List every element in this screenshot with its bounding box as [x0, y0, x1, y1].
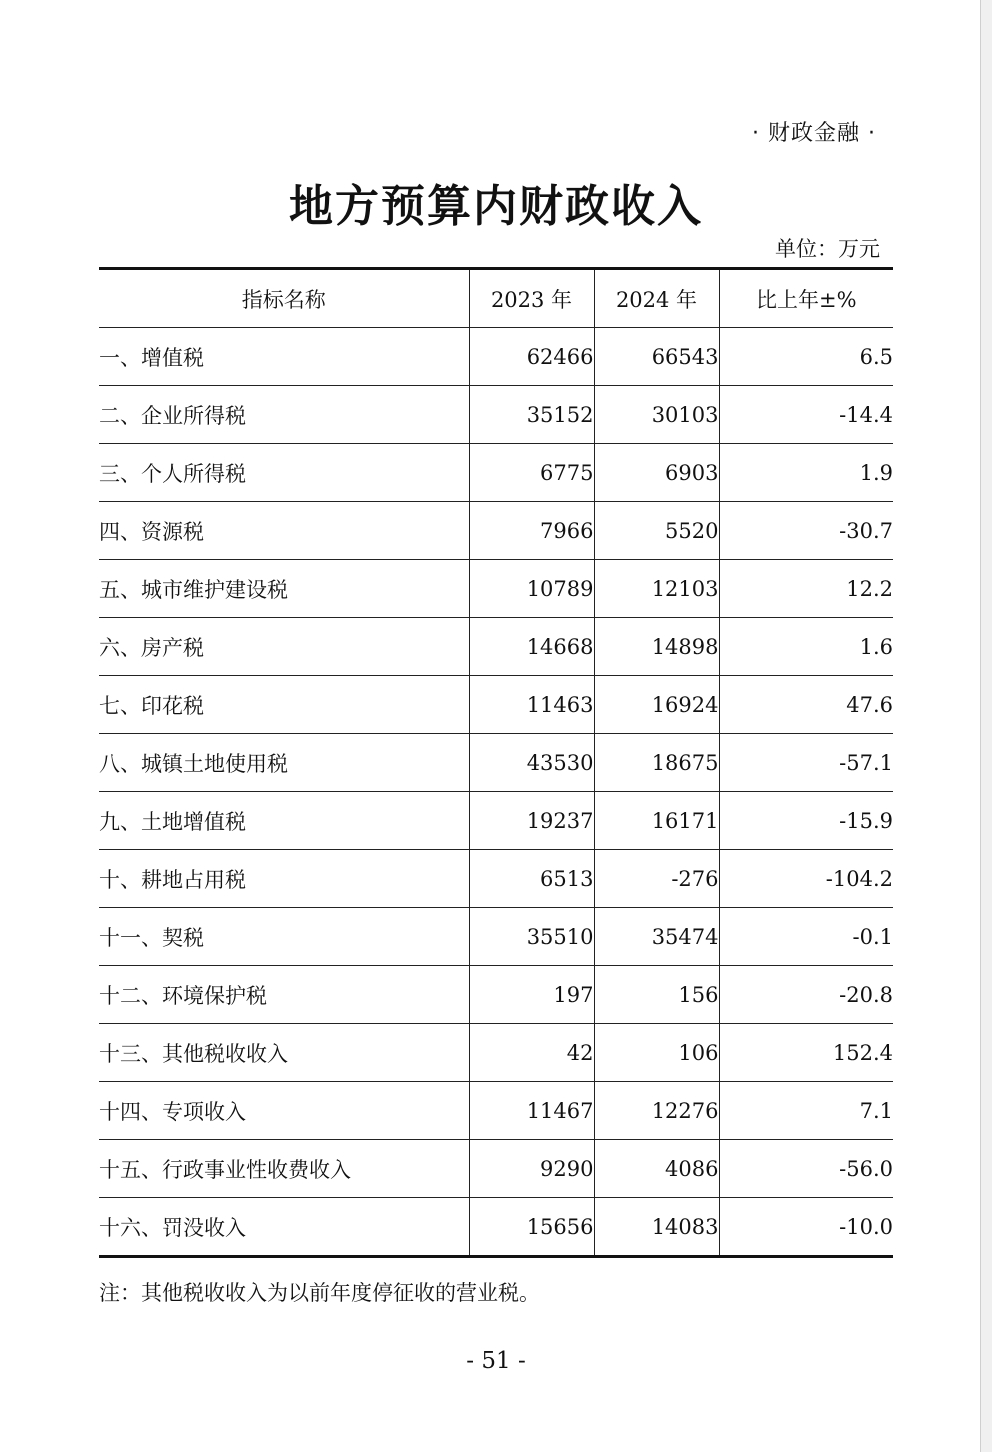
indicator-name-cell: 十四、专项收入	[99, 1082, 469, 1140]
change-percent-cell: -15.9	[719, 792, 893, 850]
indicator-name-cell: 四、资源税	[99, 502, 469, 560]
table-row	[99, 792, 893, 850]
table-row	[99, 676, 893, 734]
indicator-name-cell: 二、企业所得税	[99, 386, 469, 444]
value-2023-cell: 43530	[469, 734, 594, 792]
footnote: 注：其他税收收入为以前年度停征收的营业税。	[99, 1281, 540, 1305]
value-2023-cell: 197	[469, 966, 594, 1024]
table-row	[99, 618, 893, 676]
change-percent-cell: 6.5	[719, 328, 893, 386]
value-2024-cell: 16171	[594, 792, 719, 850]
indicator-name-cell: 七、印花税	[99, 676, 469, 734]
change-percent-cell: 1.9	[719, 444, 893, 502]
table-row	[99, 444, 893, 502]
value-2024-cell: 5520	[594, 502, 719, 560]
change-percent-cell: 1.6	[719, 618, 893, 676]
indicator-name-cell: 六、房产税	[99, 618, 469, 676]
table-row	[99, 966, 893, 1024]
value-2023-cell: 6513	[469, 850, 594, 908]
value-2023-cell: 35152	[469, 386, 594, 444]
indicator-name-cell: 十二、环境保护税	[99, 966, 469, 1024]
indicator-name-cell: 十五、行政事业性收费收入	[99, 1140, 469, 1198]
change-percent-cell: -57.1	[719, 734, 893, 792]
change-percent-cell: 12.2	[719, 560, 893, 618]
table-row	[99, 734, 893, 792]
change-percent-cell: -104.2	[719, 850, 893, 908]
value-2023-cell: 19237	[469, 792, 594, 850]
indicator-name-cell: 十三、其他税收收入	[99, 1024, 469, 1082]
change-percent-cell: -14.4	[719, 386, 893, 444]
change-percent-cell: 47.6	[719, 676, 893, 734]
value-2023-cell: 9290	[469, 1140, 594, 1198]
unit-label: 单位：万元	[775, 237, 880, 261]
change-percent-cell: -0.1	[719, 908, 893, 966]
table-row	[99, 1082, 893, 1140]
table-row	[99, 1140, 893, 1198]
section-tag: · 财政金融 ·	[752, 121, 876, 146]
value-2024-cell: 106	[594, 1024, 719, 1082]
indicator-name-cell: 十一、契税	[99, 908, 469, 966]
value-2024-cell: 18675	[594, 734, 719, 792]
value-2024-cell: 14898	[594, 618, 719, 676]
indicator-name-cell: 十六、罚没收入	[99, 1215, 246, 1240]
indicator-name-cell: 一、增值税	[99, 328, 469, 386]
value-2023-cell: 11463	[469, 676, 594, 734]
value-2023-cell: 62466	[469, 328, 594, 386]
value-2024-cell: 16924	[594, 676, 719, 734]
indicator-name-cell: 五、城市维护建设税	[99, 560, 469, 618]
table-header-row	[99, 269, 893, 328]
value-2024-cell: 35474	[594, 908, 719, 966]
change-percent-cell: 152.4	[719, 1024, 893, 1082]
indicator-name-cell: 十、耕地占用税	[99, 850, 469, 908]
value-2023-cell: 6775	[469, 444, 594, 502]
value-2024-cell: 14083	[594, 1198, 719, 1257]
column-header-2024: 2024 年	[594, 269, 719, 328]
change-percent-cell: -10.0	[719, 1198, 893, 1257]
indicator-name-cell: 九、土地增值税	[99, 792, 469, 850]
value-2024-cell: 12103	[594, 560, 719, 618]
column-header-change: 比上年±%	[719, 269, 893, 328]
page-number: - 51 -	[466, 1348, 526, 1374]
table-row	[99, 328, 893, 386]
table-row	[99, 560, 893, 618]
value-2024-cell: -276	[594, 850, 719, 908]
table-row	[99, 850, 893, 908]
value-2023-cell: 42	[469, 1024, 594, 1082]
value-2023-cell: 35510	[469, 908, 594, 966]
change-percent-cell: -56.0	[719, 1140, 893, 1198]
table-row	[99, 908, 893, 966]
table-row	[99, 502, 893, 560]
value-2024-cell: 66543	[594, 328, 719, 386]
change-percent-cell: -30.7	[719, 502, 893, 560]
table-row	[99, 1024, 893, 1082]
indicator-name-cell: 八、城镇土地使用税	[99, 734, 469, 792]
change-percent-cell: 7.1	[719, 1082, 893, 1140]
value-2023-cell: 10789	[469, 560, 594, 618]
value-2024-cell: 12276	[594, 1082, 719, 1140]
value-2024-cell: 30103	[594, 386, 719, 444]
value-2023-cell: 15656	[469, 1198, 594, 1257]
value-2023-cell: 11467	[469, 1082, 594, 1140]
value-2024-cell: 4086	[594, 1140, 719, 1198]
value-2023-cell: 7966	[469, 502, 594, 560]
value-2023-cell: 14668	[469, 618, 594, 676]
table-row	[99, 386, 893, 444]
table-row	[99, 1198, 893, 1257]
column-header-indicator: 指标名称	[99, 269, 469, 328]
indicator-name-cell: 三、个人所得税	[99, 444, 469, 502]
change-percent-cell: -20.8	[719, 966, 893, 1024]
revenue-table	[99, 267, 893, 1258]
page-title: 地方预算内财政收入	[289, 181, 703, 232]
value-2024-cell: 156	[594, 966, 719, 1024]
value-2024-cell: 6903	[594, 444, 719, 502]
column-header-2023: 2023 年	[469, 269, 594, 328]
